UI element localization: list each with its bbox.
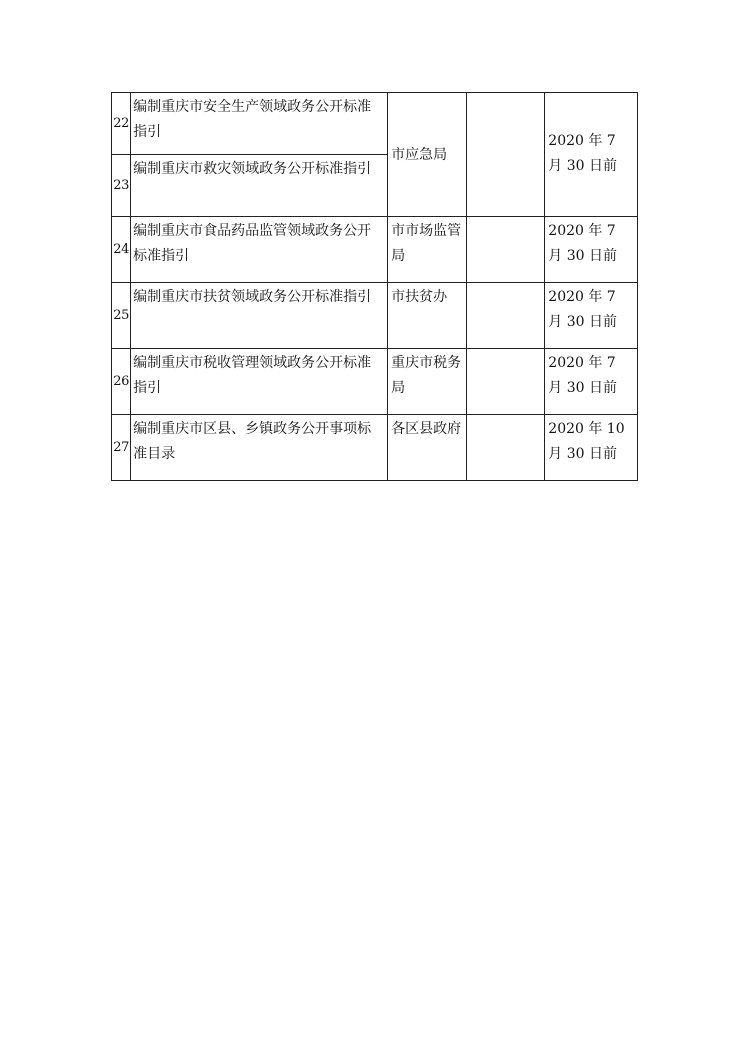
empty-cell bbox=[466, 217, 545, 283]
row-number: 25 bbox=[112, 283, 131, 349]
deadline-cell: 2020 年 10 月 30 日前 bbox=[545, 415, 638, 481]
task-cell: 编制重庆市安全生产领域政务公开标准指引 bbox=[131, 93, 388, 155]
row-number: 23 bbox=[112, 155, 131, 217]
department-cell: 市扶贫办 bbox=[388, 283, 467, 349]
deadline-cell: 2020 年 7 月 30 日前 bbox=[545, 217, 638, 283]
task-cell: 编制重庆市区县、乡镇政务公开事项标准目录 bbox=[131, 415, 388, 481]
row-number: 27 bbox=[112, 415, 131, 481]
deadline-cell: 2020 年 7 月 30 日前 bbox=[545, 349, 638, 415]
table-row bbox=[112, 93, 638, 155]
empty-cell bbox=[466, 93, 545, 217]
task-table bbox=[111, 92, 638, 481]
task-cell: 编制重庆市食品药品监管领域政务公开标准指引 bbox=[131, 217, 388, 283]
department-cell: 市市场监管局 bbox=[388, 217, 467, 283]
row-number: 26 bbox=[112, 349, 131, 415]
table-row bbox=[112, 283, 638, 349]
department-cell: 重庆市税务局 bbox=[388, 349, 467, 415]
task-cell: 编制重庆市税收管理领域政务公开标准指引 bbox=[131, 349, 388, 415]
row-number: 24 bbox=[112, 217, 131, 283]
row-number: 22 bbox=[112, 93, 131, 155]
task-cell: 编制重庆市救灾领域政务公开标准指引 bbox=[131, 155, 388, 217]
department-cell: 市应急局 bbox=[388, 93, 467, 217]
empty-cell bbox=[466, 349, 545, 415]
department-cell: 各区县政府 bbox=[388, 415, 467, 481]
table-row bbox=[112, 415, 638, 481]
table-row bbox=[112, 349, 638, 415]
table-row bbox=[112, 217, 638, 283]
deadline-cell: 2020 年 7 月 30 日前 bbox=[545, 283, 638, 349]
empty-cell bbox=[466, 415, 545, 481]
task-cell: 编制重庆市扶贫领域政务公开标准指引 bbox=[131, 283, 388, 349]
empty-cell bbox=[466, 283, 545, 349]
deadline-cell: 2020 年 7 月 30 日前 bbox=[545, 93, 638, 217]
